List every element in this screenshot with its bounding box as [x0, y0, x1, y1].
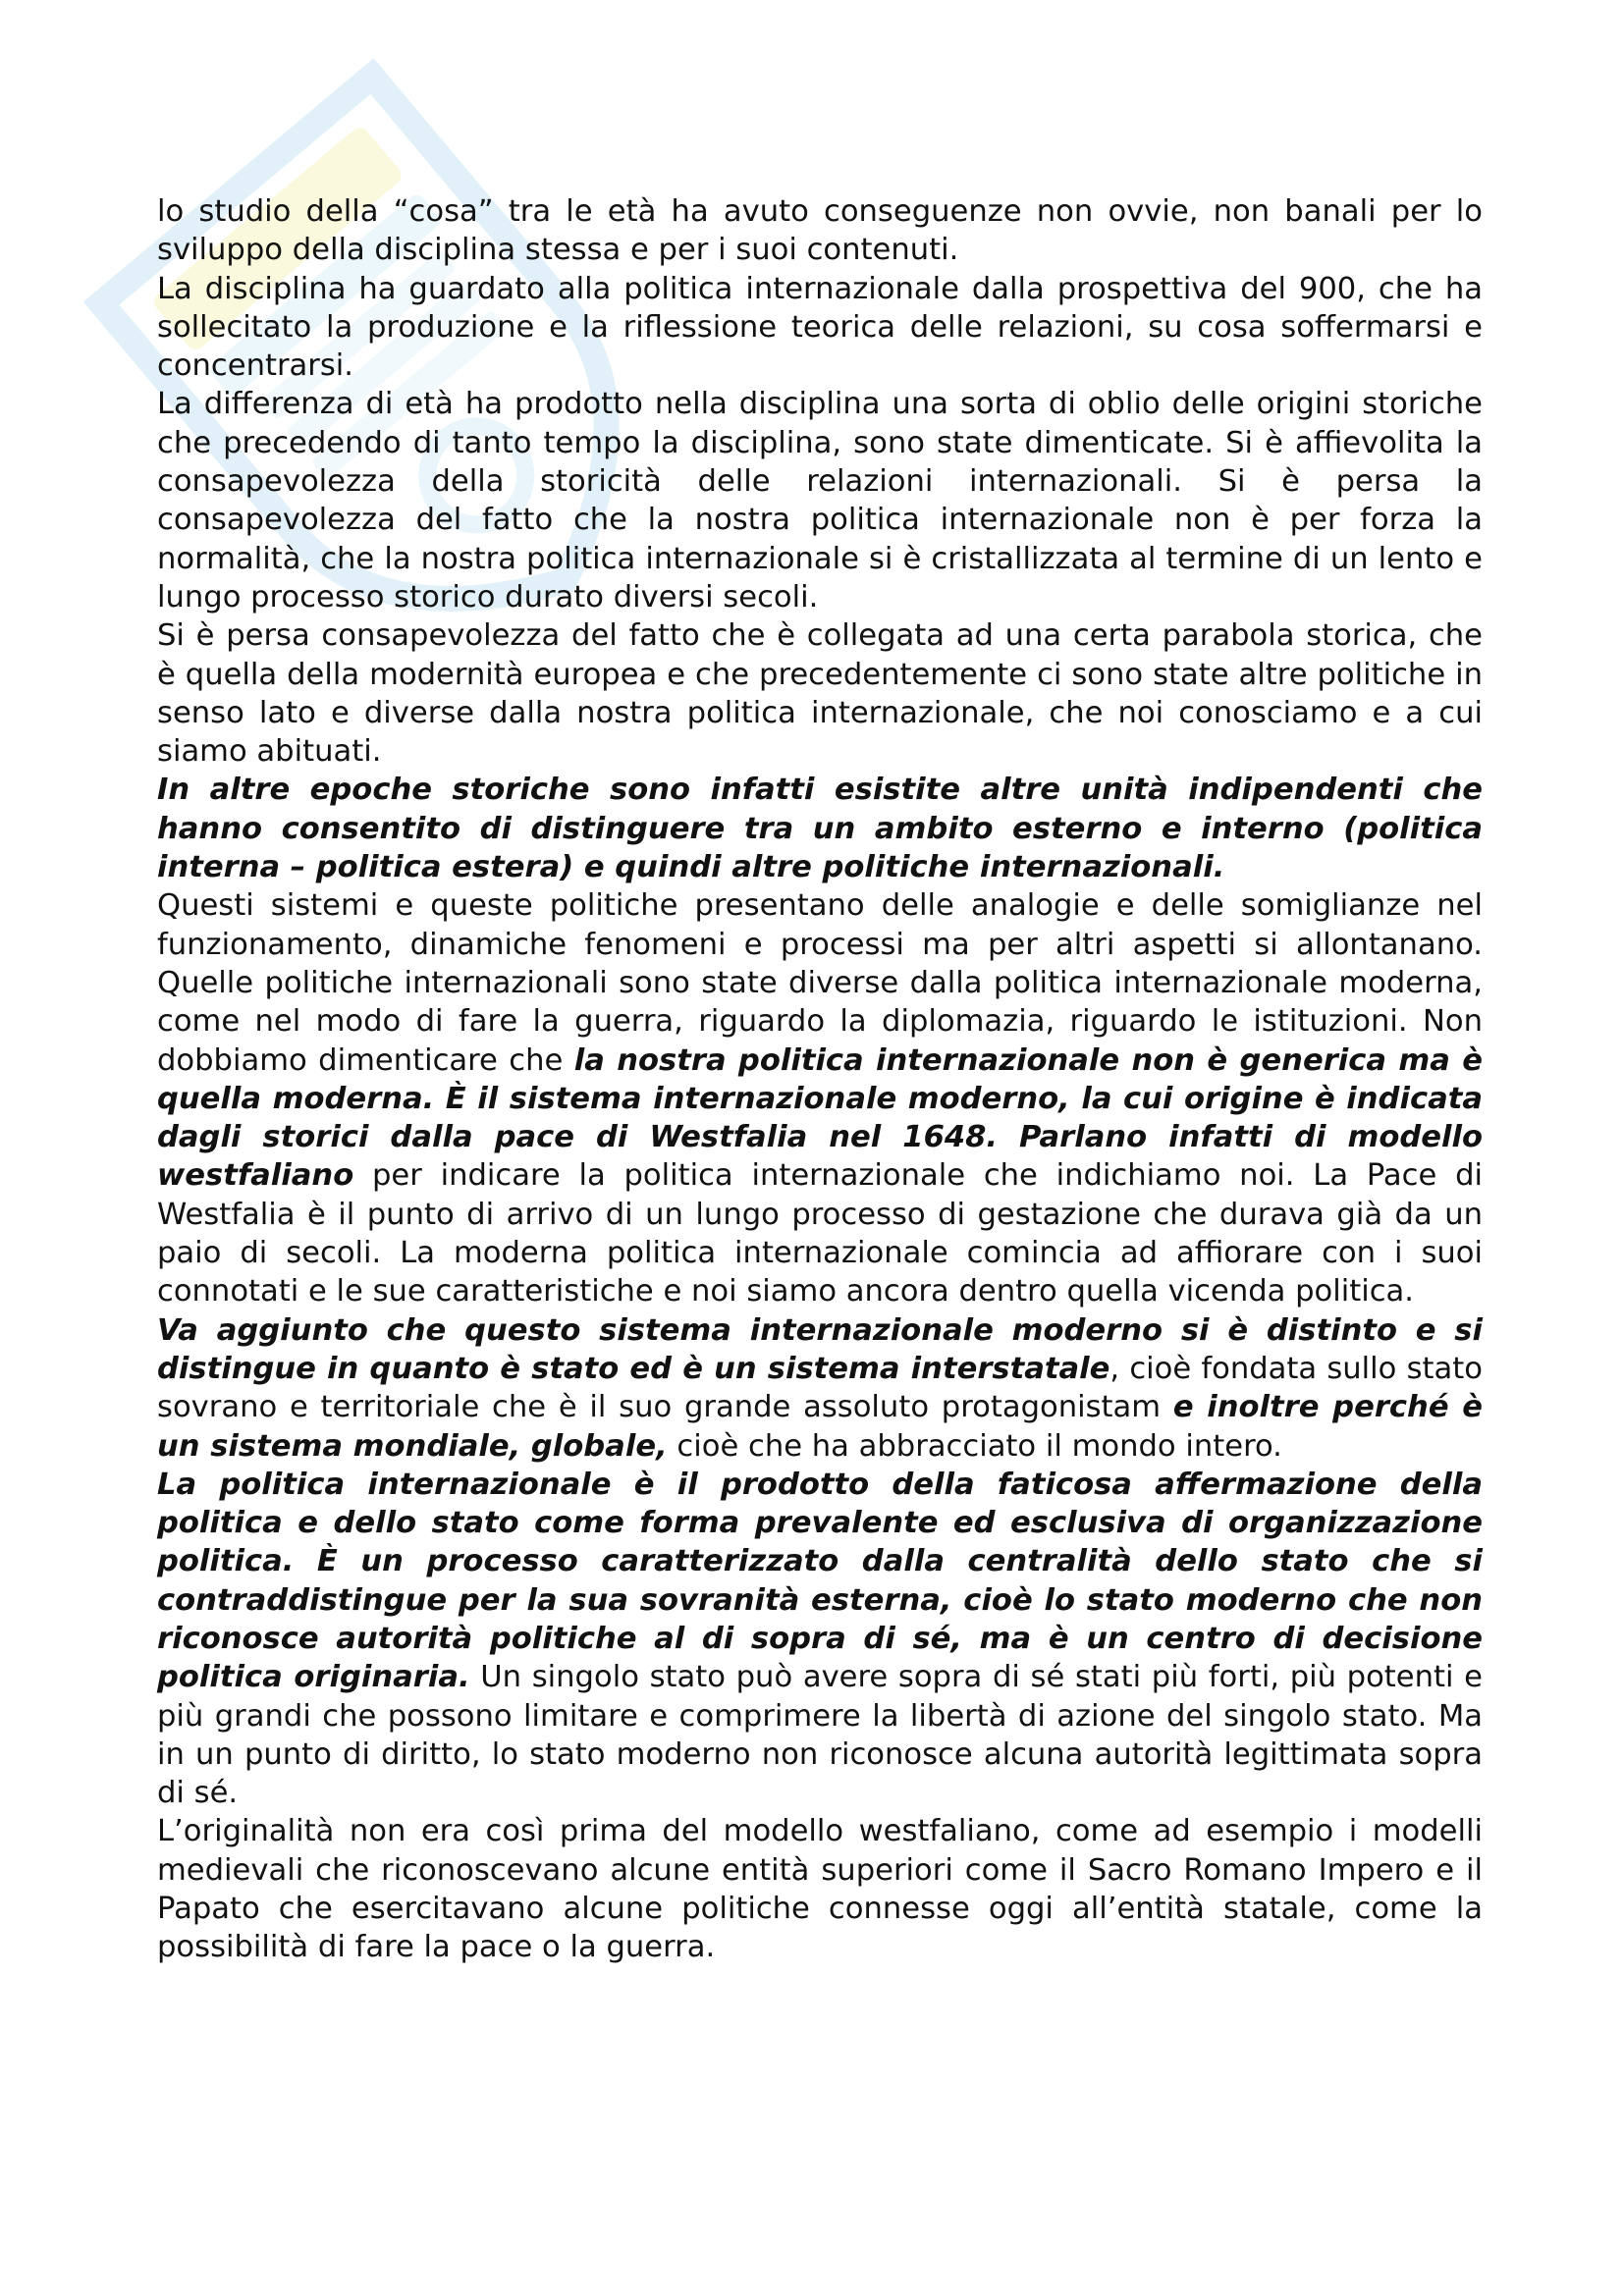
- paragraph-8-text-b: Un singolo stato può avere sopra di sé stati più forti, più potenti e più grandi che possono limitare e comprimere la libertà di azione del singolo stato. Ma in un punto di diritto, lo stato moderno non riconosce alcuna autorità legittimata sopra di sé.: [157, 1660, 1483, 1811]
- paragraph-1: lo studio della “cosa” tra le età ha avuto conseguenze non ovvie, non banali per lo sviluppo della disciplina stessa e per i suoi contenuti.: [157, 194, 1483, 268]
- paragraph-2: La disciplina ha guardato alla politica internazionale dalla prospettiva del 900, che ha sollecitato la produzione e la riflessione teorica delle relazioni, su cosa soffermarsi e concentrarsi.: [157, 271, 1483, 384]
- paragraph-7-emphasis-a: Va aggiunto che questo sistema internazionale moderno si è distinto e si distingue in quanto è stato ed è un sistema interstatale: [157, 1312, 1483, 1386]
- paragraph-6-emphasis: la nostra politica internazionale non è generica ma è quella moderna. È il sistema internazionale moderno, la cui origine è indicata dagli storici dalla pace di Westfalia nel 1648. Parlano infatti di modello westfaliano: [157, 1042, 1483, 1194]
- paragraph-6-text-a: Questi sistemi e queste politiche presentano delle analogie e delle somiglianze nel funzionamento, dinamiche fenomeni e processi ma per altri aspetti si allontanano. Quelle politiche internazionali sono state diverse dalla politica internazionale moderna, come nel modo di fare la guerra, riguardo la diplomazia, riguardo le istituzioni. Non dobbiamo dimenticare che: [157, 888, 1483, 1078]
- document-body: [157, 192, 1483, 1967]
- paragraph-3: La differenza di età ha prodotto nella disciplina una sorta di oblio delle origini storiche che precedendo di tanto tempo la disciplina, sono state dimenticate. Si è affievolita la consapevolezza della storicità delle relazioni internazionali. Si è persa la consapevolezza del fatto che la nostra politica internazionale non è per forza la normalità, che la nostra politica internazionale si è cristallizzata al termine di un lento e lungo processo storico durato diversi secoli.: [157, 387, 1483, 614]
- paragraph-8-emphasis: La politica internazionale è il prodotto della faticosa affermazione della politica e dello stato come forma prevalente ed esclusiva di organizzazione politica. È un processo caratterizzato dalla centralità dello stato che si contraddistingue per la sua sovranità esterna, cioè lo stato moderno che non riconosce autorità politiche al di sopra di sé, ma è un centro di decisione politica originaria.: [157, 1467, 1483, 1695]
- paragraph-4: Si è persa consapevolezza del fatto che è collegata ad una certa parabola storica, che è quella della modernità europea e che precedentemente ci sono state altre politiche in senso lato e diverse dalla nostra politica internazionale, che noi conosciamo e a cui siamo abituati.: [157, 618, 1483, 770]
- paragraph-5-emphasis: In altre epoche storiche sono infatti esistite altre unità indipendenti che hanno consentito di distinguere tra un ambito esterno e interno (politica interna – politica estera) e quindi altre politiche internazionali.: [157, 773, 1483, 885]
- paragraph-9: L’originalità non era così prima del modello westfaliano, come ad esempio i modelli medievali che riconoscevano alcune entità superiori come il Sacro Romano Impero e il Papato che esercitavano alcune politiche connesse oggi all’entità statale, come la possibilità di fare la pace o la guerra.: [157, 1814, 1483, 1965]
- paragraph-7-text-d: cioè che ha abbracciato il mondo intero.: [667, 1428, 1282, 1464]
- paragraph-8: [157, 1466, 1483, 1813]
- paragraph-7: [157, 1311, 1483, 1466]
- paragraph-6: [157, 886, 1483, 1310]
- paragraph-7-emphasis-c: e inoltre perché è un sistema mondiale, globale,: [157, 1390, 1484, 1464]
- paragraph-7-text-b: , cioè fondata sullo stato sovrano e territoriale che è il suo grande assoluto protagonistam: [157, 1351, 1483, 1425]
- paragraph-6-text-c: per indicare la politica internazionale che indichiamo noi. La Pace di Westfalia è il punto di arrivo di un lungo processo di gestazione che durava già da un paio di secoli. La moderna politica internazionale comincia ad affiorare con i suoi connotati e le sue caratteristiche e noi siamo ancora dentro quella vicenda politica.: [157, 1158, 1483, 1309]
